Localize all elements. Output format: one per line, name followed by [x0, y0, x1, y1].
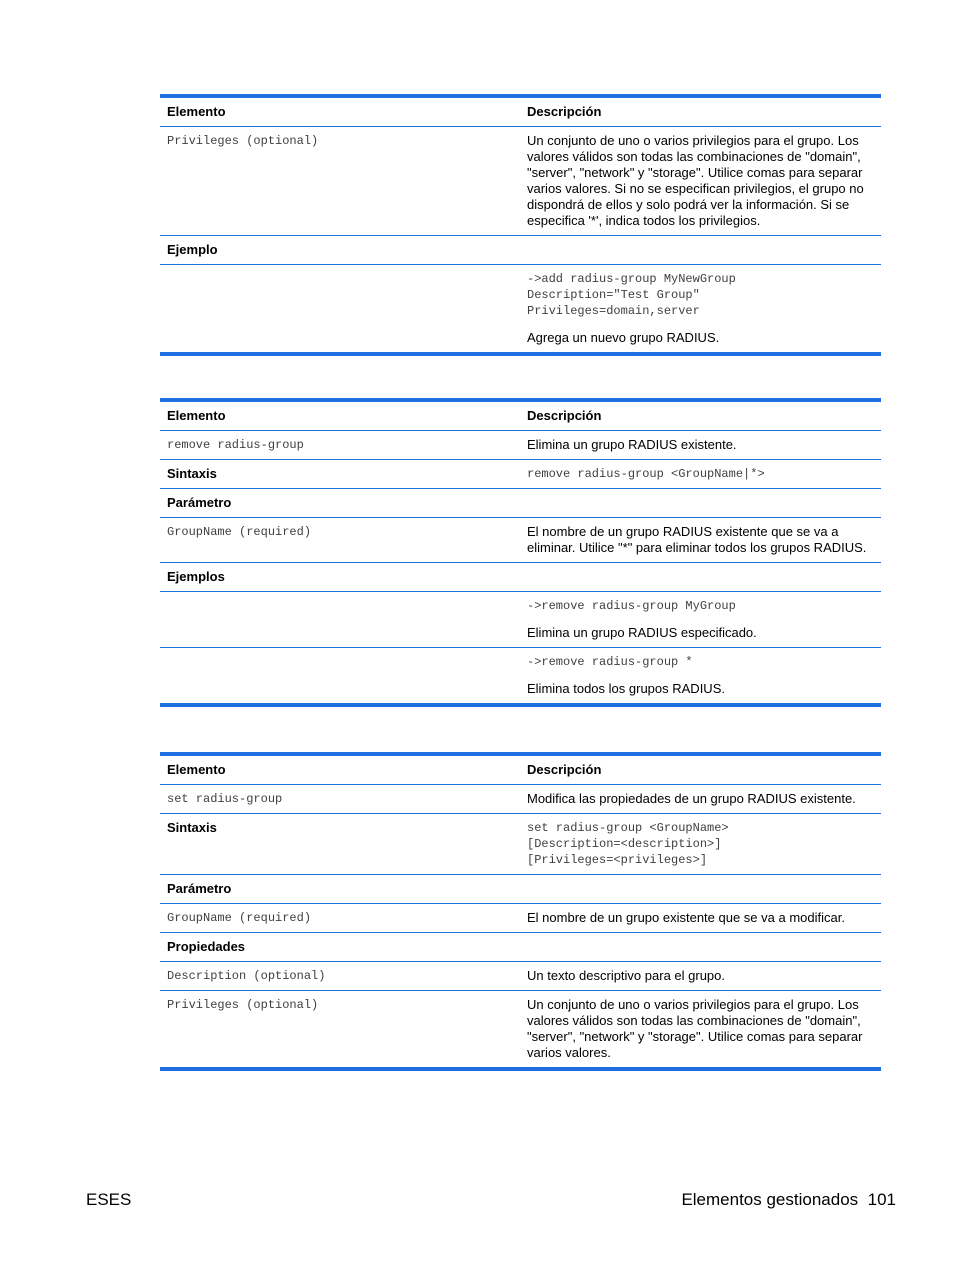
element-name: Privileges (optional): [167, 134, 319, 148]
section-label-propiedades: Propiedades: [167, 939, 246, 954]
table-header-row: [160, 756, 881, 784]
param-name: GroupName (required): [167, 911, 312, 925]
section-label-ejemplos: Ejemplos: [167, 569, 225, 584]
table-row: [160, 961, 881, 990]
table-row: [160, 430, 881, 459]
example-row: [160, 264, 881, 352]
table-row: [160, 784, 881, 813]
table-privileges: [160, 94, 881, 356]
section-row: [160, 932, 881, 961]
example-code: ->remove radius-group *: [527, 655, 693, 669]
example-description: Elimina todos los grupos RADIUS.: [527, 681, 725, 696]
table-row: [160, 813, 881, 874]
command-name: remove radius-group: [167, 438, 304, 452]
table-row: [160, 459, 881, 488]
property-name: Description (optional): [167, 969, 326, 983]
section-row: [160, 874, 881, 903]
footer-section-title: Elementos gestionados: [681, 1190, 859, 1209]
example-description: Agrega un nuevo grupo RADIUS.: [527, 330, 720, 345]
section-row: [160, 235, 881, 264]
param-description: El nombre de un grupo existente que se va a modificar.: [527, 910, 845, 925]
example-row: [160, 647, 881, 703]
section-label-sintaxis: Sintaxis: [167, 466, 217, 481]
example-code: ->add radius-group MyNewGroup Description="Test Group" Privileges=domain,server: [527, 272, 736, 318]
section-label-ejemplo: Ejemplo: [167, 242, 218, 257]
table-set-radius-group: [160, 752, 881, 1071]
command-description: Modifica las propiedades de un grupo RADIUS existente.: [527, 791, 856, 806]
header-descripcion: Descripción: [527, 762, 602, 777]
header-descripcion: Descripción: [527, 408, 602, 423]
syntax-code: remove radius-group <GroupName|*>: [527, 467, 765, 481]
table-row: [160, 903, 881, 932]
property-description: Un texto descriptivo para el grupo.: [527, 968, 725, 983]
header-elemento: Elemento: [167, 104, 226, 119]
example-row: [160, 591, 881, 647]
header-descripcion: Descripción: [527, 104, 602, 119]
example-description: Elimina un grupo RADIUS especificado.: [527, 625, 757, 640]
syntax-code: set radius-group <GroupName> [Description=<description>] [Privileges=<privileges>]: [527, 821, 729, 867]
example-code: ->remove radius-group MyGroup: [527, 599, 736, 613]
header-elemento: Elemento: [167, 762, 226, 777]
header-elemento: Elemento: [167, 408, 226, 423]
section-row: [160, 562, 881, 591]
section-row: [160, 488, 881, 517]
footer-page-info: [681, 1190, 896, 1210]
table-row: [160, 990, 881, 1067]
section-label-sintaxis: Sintaxis: [167, 820, 217, 835]
command-name: set radius-group: [167, 792, 283, 806]
footer-page-number: 101: [867, 1190, 896, 1209]
footer-locale: ESES: [86, 1190, 132, 1209]
section-label-parametro: Parámetro: [167, 881, 232, 896]
param-name: GroupName (required): [167, 525, 312, 539]
command-description: Elimina un grupo RADIUS existente.: [527, 437, 737, 452]
section-label-parametro: Parámetro: [167, 495, 232, 510]
property-name: Privileges (optional): [167, 998, 319, 1012]
table-row: [160, 126, 881, 235]
param-description: El nombre de un grupo RADIUS existente que se va a eliminar. Utilice "*" para eliminar todos los grupos RADIUS.: [527, 524, 867, 555]
table-remove-radius-group: [160, 398, 881, 707]
table-row: [160, 517, 881, 562]
table-header-row: [160, 402, 881, 430]
element-description: Un conjunto de uno o varios privilegios para el grupo. Los valores válidos son todas las combinaciones de "domain", "server", "network" y "storage". Utilice comas para separar varios valores. Si no se especifican privilegios, el grupo no dispondrá de ellos y solo podrá ver la información. Si se especifica '*', indica todos los privilegios.: [527, 133, 864, 228]
table-header-row: [160, 98, 881, 126]
property-description: Un conjunto de uno o varios privilegios para el grupo. Los valores válidos son todas las combinaciones de "domain", "server", "network" y "storage". Utilice comas para separar varios valores.: [527, 997, 863, 1060]
